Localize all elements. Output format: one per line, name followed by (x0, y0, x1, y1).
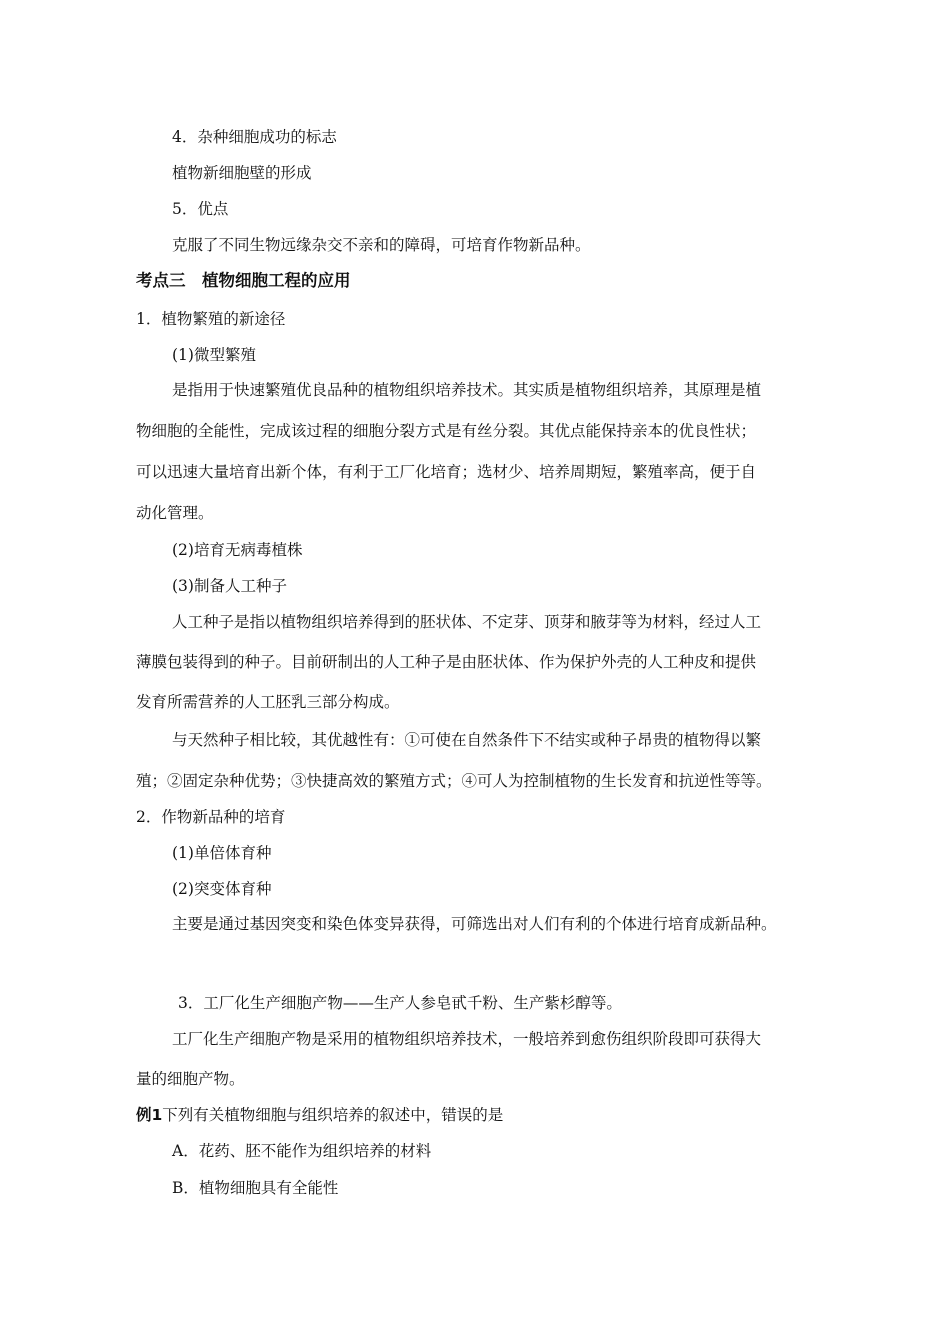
paragraph-line: 殖；②固定杂种优势；③快捷高效的繁殖方式；④可人为控制植物的生长发育和抗逆性等等。 (136, 772, 772, 790)
paragraph-line: 工厂化生产细胞产物是采用的植物组织培养技术，一般培养到愈伤组织阶段即可获得大 (172, 1030, 762, 1048)
item-5-title: 5．优点 (172, 200, 229, 218)
list-item: (1)微型繁殖 (172, 346, 256, 364)
option-a: A．花药、胚不能作为组织培养的材料 (172, 1142, 432, 1160)
subsection-title: 3．工厂化生产细胞产物——生产人参皂甙千粉、生产紫杉醇等。 (178, 994, 622, 1012)
list-item: (3)制备人工种子 (172, 577, 287, 595)
item-4-title: 4．杂种细胞成功的标志 (172, 128, 337, 146)
paragraph-line: 可以迅速大量培育出新个体，有利于工厂化培育；选材少、培养周期短，繁殖率高，便于自 (136, 463, 757, 481)
list-item: (1)单倍体育种 (172, 844, 272, 862)
paragraph: 克服了不同生物远缘杂交不亲和的障碍，可培育作物新品种。 (172, 236, 591, 254)
section-heading: 考点三 植物细胞工程的应用 (136, 271, 351, 290)
example-label: 例1 (136, 1106, 163, 1124)
paragraph-line: 发育所需营养的人工胚乳三部分构成。 (136, 693, 400, 711)
list-item: (2)培育无病毒植株 (172, 541, 303, 559)
paragraph-line: 主要是通过基因突变和染色体变异获得，可筛选出对人们有利的个体进行培育成新品种。 (172, 915, 777, 933)
paragraph-line: 人工种子是指以植物组织培养得到的胚状体、不定芽、顶芽和腋芽等为材料，经过人工 (172, 613, 762, 631)
paragraph-line: 量的细胞产物。 (136, 1070, 245, 1088)
paragraph-line: 物细胞的全能性，完成该过程的细胞分裂方式是有丝分裂。其优点能保持亲本的优良性状； (136, 422, 757, 440)
example-question (136, 1105, 503, 1125)
option-b: B．植物细胞具有全能性 (172, 1179, 339, 1197)
paragraph-line: 是指用于快速繁殖优良品种的植物组织培养技术。其实质是植物组织培养，其原理是植 (172, 381, 762, 399)
paragraph-line: 动化管理。 (136, 504, 214, 522)
subsection-title: 1．植物繁殖的新途径 (136, 310, 286, 328)
paragraph-line: 薄膜包装得到的种子。目前研制出的人工种子是由胚状体、作为保护外壳的人工种皮和提供 (136, 653, 757, 671)
paragraph-line: 与天然种子相比较，其优越性有：①可使在自然条件下不结实或种子昂贵的植物得以繁 (172, 731, 762, 749)
example-question-text: 下列有关植物细胞与组织培养的叙述中，错误的是 (162, 1106, 504, 1124)
list-item: (2)突变体育种 (172, 880, 272, 898)
paragraph: 植物新细胞壁的形成 (172, 164, 312, 182)
subsection-title: 2．作物新品种的培育 (136, 808, 286, 826)
